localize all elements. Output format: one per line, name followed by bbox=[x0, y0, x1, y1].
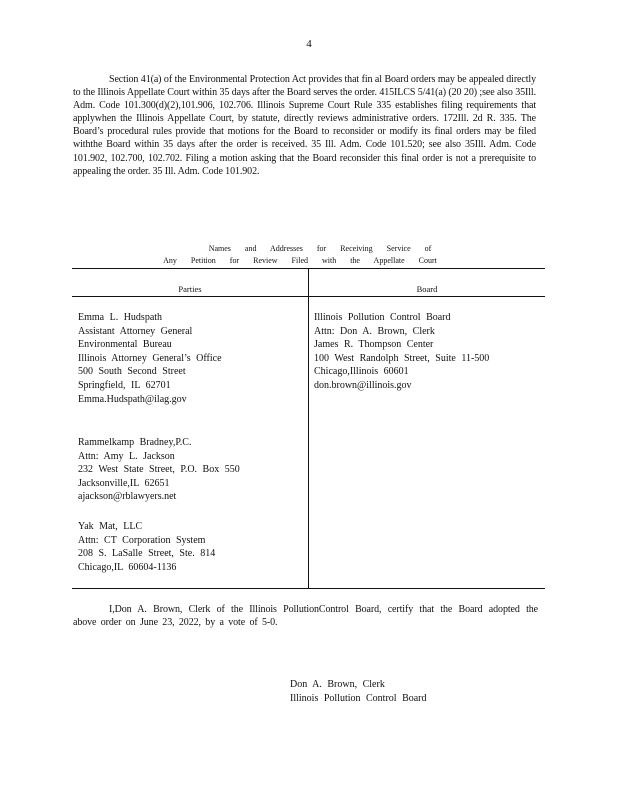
service-table-title bbox=[150, 243, 450, 267]
party-name: Rammelkamp Bradney,P.C. bbox=[78, 437, 192, 448]
party-address-line: Jacksonville,IL 62651 bbox=[78, 477, 170, 489]
board-email: don.brown@illinois.gov bbox=[314, 379, 412, 391]
board-address-line: Attn: Don A. Brown, Clerk bbox=[314, 325, 435, 337]
table-bottom-rule bbox=[72, 588, 545, 589]
party-email: ajackson@rblawyers.net bbox=[78, 491, 177, 503]
party-address-block bbox=[78, 436, 240, 504]
party-email: Emma.Hudspath@ilag.gov bbox=[78, 393, 187, 405]
party-address-line: Attn: Amy L. Jackson bbox=[78, 450, 175, 462]
board-address-block bbox=[314, 311, 489, 393]
party-address-line: 208 S. LaSalle Street, Ste. 814 bbox=[78, 548, 216, 560]
clerk-certification: I,Don A. Brown, Clerk of the Illinois PollutionControl Board, certify that the Board adopted the above order on June 23, 2022, by a vote of 5-0. bbox=[73, 604, 538, 629]
signature-name-title: Don A. Brown, Clerk bbox=[290, 679, 385, 690]
board-name: Illinois Pollution Control Board bbox=[314, 312, 451, 323]
party-address-block bbox=[78, 520, 215, 574]
party-address-line: Environmental Bureau bbox=[78, 339, 172, 351]
board-column-header: Board bbox=[416, 284, 438, 294]
service-table-title-line-1: Names and Addresses for Receiving Service of bbox=[208, 244, 432, 253]
board-address-line: Chicago,Illinois 60601 bbox=[314, 366, 409, 378]
party-name: Emma L. Hudspath bbox=[78, 312, 163, 323]
service-table-title-line-2: Any Petition for Review Filed with the Appellate Court bbox=[163, 256, 437, 265]
party-address-line: Chicago,IL 60604-1136 bbox=[78, 561, 177, 573]
party-address-line: 500 South Second Street bbox=[78, 366, 186, 378]
party-address-block bbox=[78, 311, 222, 406]
party-name: Yak Mat, LLC bbox=[78, 521, 143, 532]
parties-column-header: Parties bbox=[178, 284, 202, 294]
party-address-line: Illinois Attorney General’s Office bbox=[78, 352, 222, 364]
party-address-line: Springfield, IL 62701 bbox=[78, 379, 171, 391]
board-address-line: James R. Thompson Center bbox=[314, 339, 434, 351]
page-number: 4 bbox=[306, 38, 312, 50]
board-address-line: 100 West Randolph Street, Suite 11-500 bbox=[314, 352, 490, 364]
party-address-line: 232 West State Street, P.O. Box 550 bbox=[78, 464, 240, 476]
party-address-line: Assistant Attorney General bbox=[78, 325, 193, 337]
signature-organization: Illinois Pollution Control Board bbox=[290, 692, 427, 704]
appeal-rights-paragraph: Section 41(a) of the Environmental Protection Act provides that fin al Board orders may be appealed directly to the Illinois Appellate Court within 35 days after the Board serves the order. 415ILCS 5/41(a) (20 20) ;see also 35Ill. Adm. Code 101.300(d)(2),101.906, 102.706. Illinois Supreme Court Rule 335 establishes filing requirements that applywhen the Illinois Appellate Court, by statute, directly reviews administrative orders. 172Ill. 2d R. 335. The Board’s procedural rules provide that motions for the Board to reconsider or modify its final orders may be filed withthe Board within 35 days after the order is received. 35 Ill. Adm. Code 101.520; see also 35Ill. Adm. Code 101.902, 102.700, 102.702. Filing a motion asking that the Board reconsider this final order is not a prerequisite to appealing the order. 35 Ill. Adm. Code 101.902. bbox=[73, 74, 536, 177]
party-address-line: Attn: CT Corporation System bbox=[78, 534, 206, 546]
table-column-divider bbox=[308, 268, 309, 588]
signature-block bbox=[290, 678, 427, 705]
